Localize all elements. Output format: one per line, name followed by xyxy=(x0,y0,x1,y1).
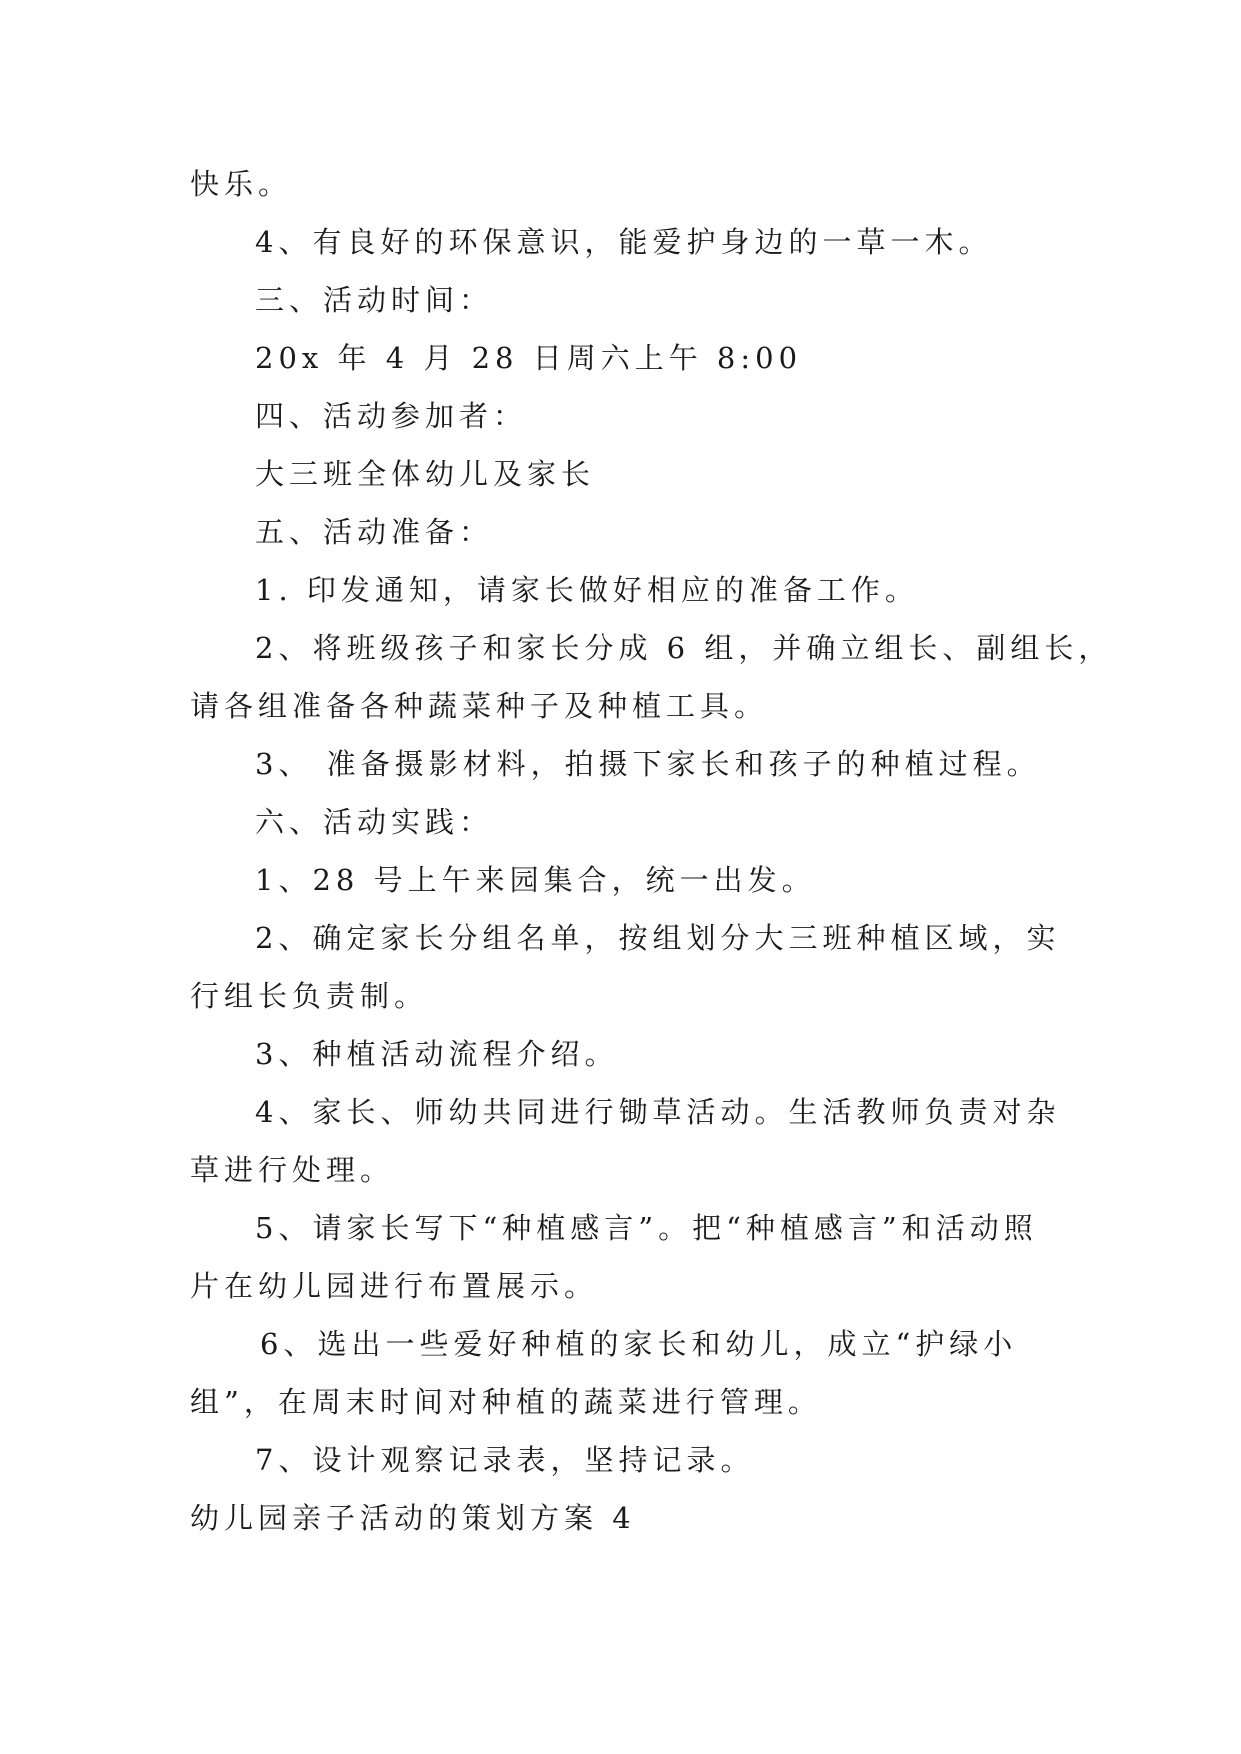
section-heading-participants: 四、活动参加者： xyxy=(255,399,528,433)
text-line-date: 20x 年 4 月 28 日周六上午 8:00 xyxy=(255,341,803,375)
text-line-prep-1: 1. 印发通知，请家长做好相应的准备工作。 xyxy=(255,573,919,607)
text-line-prep-2-cont: 请各组准备各种蔬菜种子及种植工具。 xyxy=(190,689,769,723)
text-line-practice-7: 7、设计观察记录表，坚持记录。 xyxy=(255,1443,755,1477)
text-line-practice-2: 2、确定家长分组名单，按组划分大三班种植区域，实 xyxy=(255,921,1061,955)
section-heading-practice: 六、活动实践： xyxy=(255,805,494,839)
text-line-continuation: 快乐。 xyxy=(190,167,293,201)
text-line-prep-3: 3、 准备摄影材料，拍摄下家长和孩子的种植过程。 xyxy=(255,747,1041,781)
text-line-practice-2-cont: 行组长负责制。 xyxy=(190,979,429,1013)
text-line-prep-2: 2、将班级孩子和家长分成 6 组，并确立组长、副组长， xyxy=(255,631,1113,665)
section-heading-time: 三、活动时间： xyxy=(255,283,494,317)
section-heading-preparation: 五、活动准备： xyxy=(255,515,494,549)
text-line-practice-5-cont: 片在幼儿园进行布置展示。 xyxy=(190,1269,599,1303)
text-line-practice-4: 4、家长、师幼共同进行锄草活动。生活教师负责对杂 xyxy=(255,1095,1061,1129)
text-line-goal-4: 4、有良好的环保意识，能爱护身边的一草一木。 xyxy=(255,225,993,259)
text-line-practice-5: 5、请家长写下“种植感言”。把“种植感言”和活动照 xyxy=(255,1211,1038,1245)
text-line-participants: 大三班全体幼儿及家长 xyxy=(255,457,596,491)
text-line-practice-4-cont: 草进行处理。 xyxy=(190,1153,395,1187)
text-line-practice-1: 1、28 号上午来园集合，统一出发。 xyxy=(255,863,816,897)
text-line-practice-6: 6、选出一些爱好种植的家长和幼儿，成立“护绿小 xyxy=(260,1327,1018,1361)
text-line-practice-3: 3、种植活动流程介绍。 xyxy=(255,1037,619,1071)
section-title-plan-4: 幼儿园亲子活动的策划方案 4 xyxy=(190,1501,636,1535)
text-line-practice-6-cont: 组”，在周末时间对种植的蔬菜进行管理。 xyxy=(190,1385,822,1419)
